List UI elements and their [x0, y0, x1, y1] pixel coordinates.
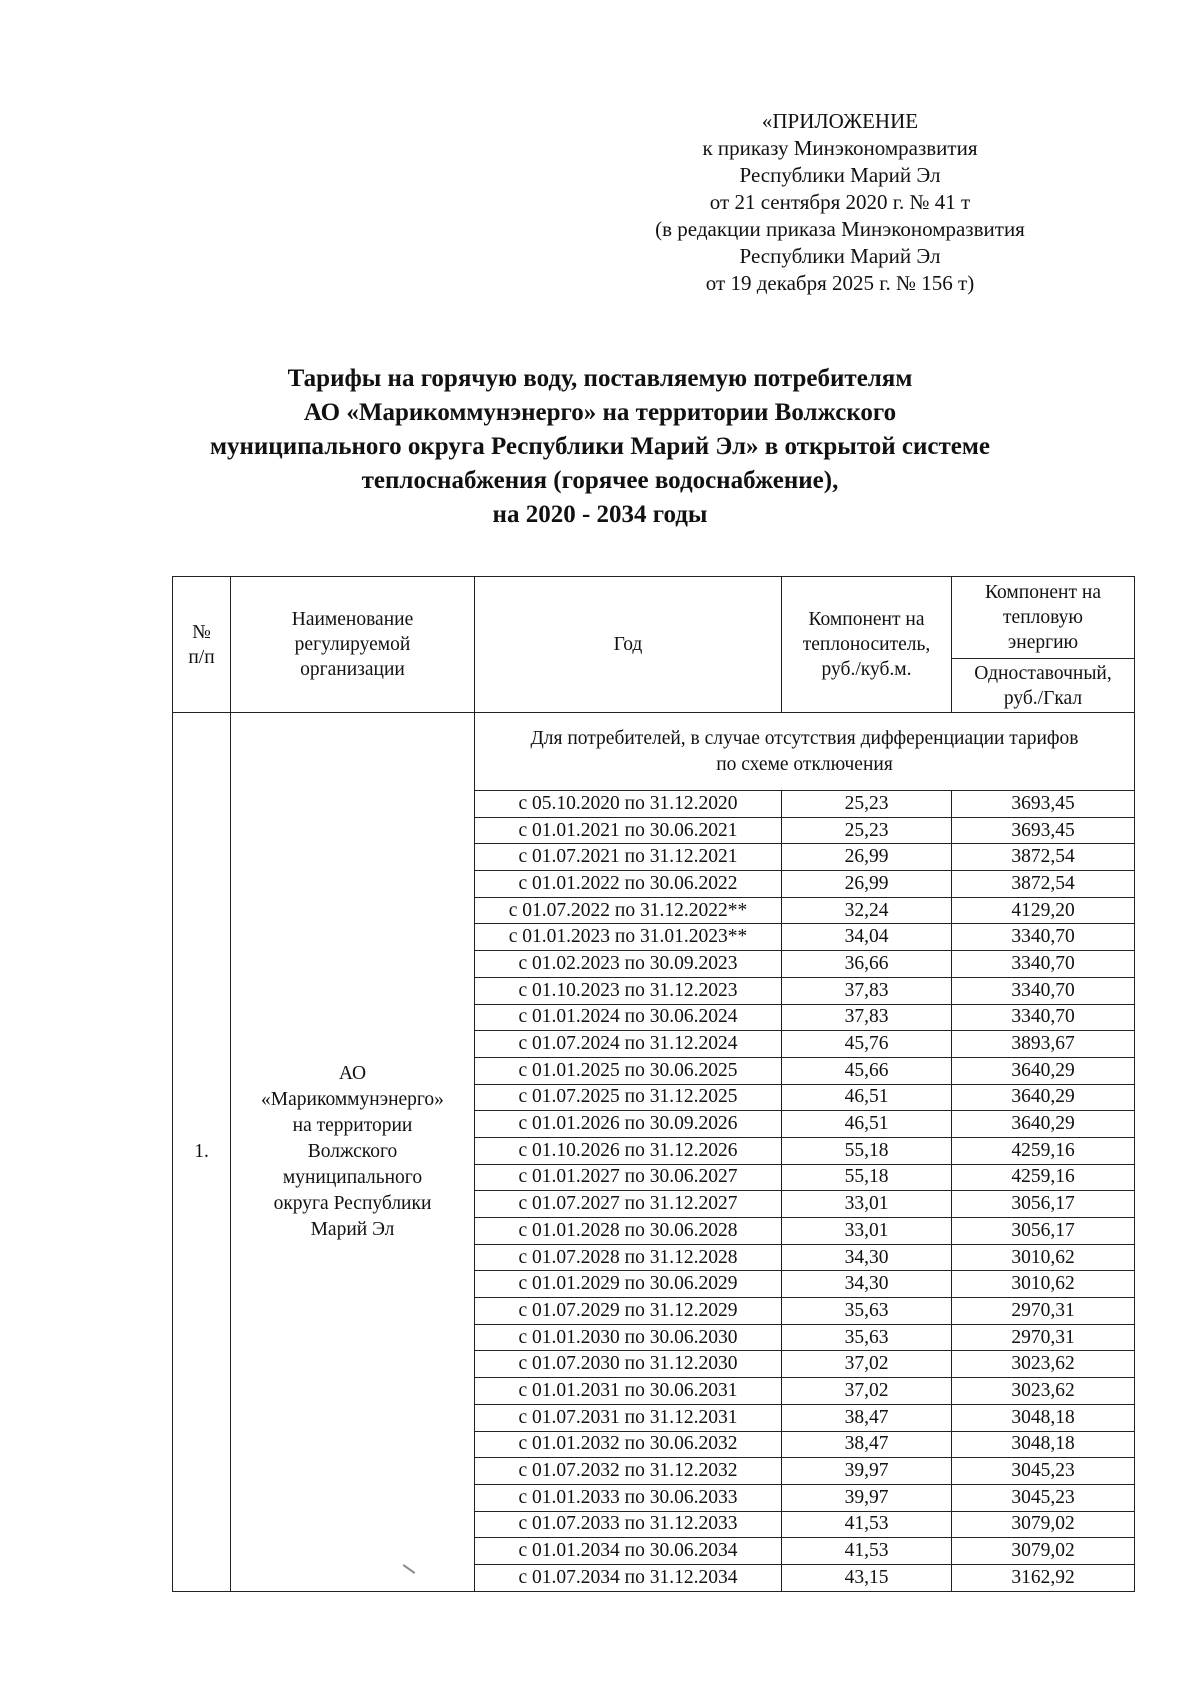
cell-carrier: 45,76 — [782, 1031, 952, 1058]
organization-line: округа Республики — [273, 1192, 432, 1214]
cell-period: с 01.07.2032 по 31.12.2032 — [475, 1458, 782, 1485]
header-carrier — [782, 577, 952, 713]
cell-carrier: 43,15 — [782, 1564, 952, 1591]
cell-carrier: 46,51 — [782, 1084, 952, 1111]
cell-energy: 3079,02 — [952, 1538, 1135, 1565]
title-line: теплоснабжения (горячее водоснабжение), — [361, 467, 839, 494]
cell-carrier: 35,63 — [782, 1298, 952, 1325]
cell-period: с 01.01.2028 по 30.06.2028 — [475, 1218, 782, 1245]
cell-energy: 3340,70 — [952, 924, 1135, 951]
cell-carrier: 41,53 — [782, 1538, 952, 1565]
cell-carrier: 39,97 — [782, 1458, 952, 1485]
appendix-line: к приказу Минэкономразвития — [702, 136, 978, 160]
cell-carrier: 45,66 — [782, 1057, 952, 1084]
cell-carrier: 38,47 — [782, 1404, 952, 1431]
cell-energy: 3045,23 — [952, 1484, 1135, 1511]
header-text: Наименование — [291, 609, 414, 630]
cell-energy: 3045,23 — [952, 1458, 1135, 1485]
note-line: Для потребителей, в случае отсутствия дифференциации тарифов — [530, 727, 1079, 749]
header-text: руб./куб.м. — [821, 659, 912, 680]
cell-energy: 3023,62 — [952, 1351, 1135, 1378]
appendix-line: «ПРИЛОЖЕНИЕ — [761, 109, 919, 133]
cell-energy: 3010,62 — [952, 1244, 1135, 1271]
cell-period: с 01.01.2030 по 30.06.2030 — [475, 1324, 782, 1351]
organization-line: Волжского — [307, 1140, 398, 1162]
cell-carrier: 41,53 — [782, 1511, 952, 1538]
cell-period: с 01.10.2023 по 31.12.2023 — [475, 977, 782, 1004]
cell-carrier: 33,01 — [782, 1191, 952, 1218]
cell-carrier: 34,30 — [782, 1244, 952, 1271]
cell-energy: 4259,16 — [952, 1137, 1135, 1164]
cell-period: с 01.01.2023 по 31.01.2023** — [475, 924, 782, 951]
tariff-table — [172, 576, 1135, 1592]
cell-period: с 01.07.2024 по 31.12.2024 — [475, 1031, 782, 1058]
row-number: 1. — [173, 713, 231, 1592]
cell-period: с 01.01.2032 по 30.06.2032 — [475, 1431, 782, 1458]
cell-energy: 3872,54 — [952, 871, 1135, 898]
consumer-note — [475, 713, 1135, 791]
cell-period: с 01.01.2029 по 30.06.2029 — [475, 1271, 782, 1298]
header-text: № — [192, 621, 211, 643]
cell-period: с 01.07.2028 по 31.12.2028 — [475, 1244, 782, 1271]
cell-period: с 01.01.2031 по 30.06.2031 — [475, 1378, 782, 1405]
cell-carrier: 55,18 — [782, 1137, 952, 1164]
cell-carrier: 25,23 — [782, 791, 952, 818]
cell-period: с 01.10.2026 по 31.12.2026 — [475, 1137, 782, 1164]
cell-period: с 01.07.2022 по 31.12.2022** — [475, 897, 782, 924]
cell-energy: 2970,31 — [952, 1324, 1135, 1351]
organization-line: муниципального — [282, 1166, 423, 1188]
header-text: Компонент на — [985, 582, 1101, 603]
cell-period: с 01.07.2025 по 31.12.2025 — [475, 1084, 782, 1111]
cell-carrier: 37,02 — [782, 1378, 952, 1405]
cell-energy: 3056,17 — [952, 1191, 1135, 1218]
title-line: на 2020 - 2034 годы — [492, 501, 708, 528]
cell-energy: 3872,54 — [952, 844, 1135, 871]
cell-energy: 3340,70 — [952, 977, 1135, 1004]
header-text: тепловую — [1003, 607, 1083, 628]
cell-period: с 01.07.2029 по 31.12.2029 — [475, 1298, 782, 1325]
header-energy — [952, 577, 1135, 659]
header-energy-single-rate — [952, 659, 1135, 713]
cell-energy: 3162,92 — [952, 1564, 1135, 1591]
cell-carrier: 34,04 — [782, 924, 952, 951]
title-line: Тарифы на горячую воду, поставляемую потребителям — [287, 365, 913, 392]
cell-period: с 01.01.2034 по 30.06.2034 — [475, 1538, 782, 1565]
cell-period: с 01.07.2033 по 31.12.2033 — [475, 1511, 782, 1538]
appendix-line: от 19 декабря 2025 г. № 156 т) — [705, 271, 975, 295]
appendix-line: от 21 сентября 2020 г. № 41 т — [709, 190, 971, 214]
cell-carrier: 38,47 — [782, 1431, 952, 1458]
appendix-header — [600, 108, 1080, 297]
cell-period: с 01.07.2031 по 31.12.2031 — [475, 1404, 782, 1431]
title-line: АО «Марикоммунэнерго» на территории Волжского — [303, 399, 897, 426]
cell-period: с 01.01.2033 по 30.06.2033 — [475, 1484, 782, 1511]
cell-energy: 3893,67 — [952, 1031, 1135, 1058]
cell-energy: 3640,29 — [952, 1111, 1135, 1138]
appendix-line: (в редакции приказа Минэкономразвития — [655, 217, 1025, 241]
cell-period: с 01.01.2024 по 30.06.2024 — [475, 1004, 782, 1031]
cell-energy: 3010,62 — [952, 1271, 1135, 1298]
cell-energy: 2970,31 — [952, 1298, 1135, 1325]
header-text: руб./Гкал — [1003, 687, 1083, 709]
header-row — [173, 577, 1135, 659]
header-year: Год — [475, 577, 782, 713]
organization-line: на территории — [292, 1114, 413, 1136]
cell-period: с 01.07.2034 по 31.12.2034 — [475, 1564, 782, 1591]
header-text: п/п — [188, 646, 215, 668]
cell-carrier: 35,63 — [782, 1324, 952, 1351]
header-text: организации — [300, 659, 405, 680]
cell-energy: 3640,29 — [952, 1057, 1135, 1084]
cell-period: с 01.07.2027 по 31.12.2027 — [475, 1191, 782, 1218]
cell-energy: 3340,70 — [952, 1004, 1135, 1031]
cell-energy: 3640,29 — [952, 1084, 1135, 1111]
organization-line: Марий Эл — [310, 1218, 395, 1240]
organization-line: АО — [338, 1062, 367, 1084]
header-text: регулируемой — [294, 634, 411, 655]
cell-period: с 01.01.2021 по 30.06.2021 — [475, 817, 782, 844]
cell-energy: 3693,45 — [952, 791, 1135, 818]
cell-energy: 4259,16 — [952, 1164, 1135, 1191]
cell-carrier: 46,51 — [782, 1111, 952, 1138]
cell-energy: 3693,45 — [952, 817, 1135, 844]
cell-carrier: 37,02 — [782, 1351, 952, 1378]
note-line: по схеме отключения — [716, 753, 893, 775]
organization-name — [231, 713, 475, 1592]
cell-carrier: 37,83 — [782, 1004, 952, 1031]
header-text: теплоноситель, — [802, 634, 931, 655]
header-text: энергию — [1007, 632, 1079, 653]
appendix-line: Республики Марий Эл — [739, 244, 941, 268]
cell-energy: 3048,18 — [952, 1431, 1135, 1458]
cell-period: с 01.01.2022 по 30.06.2022 — [475, 871, 782, 898]
header-text: Компонент на — [808, 609, 925, 630]
organization-line: «Марикоммунэнерго» — [261, 1088, 444, 1110]
cell-energy: 3056,17 — [952, 1218, 1135, 1245]
header-org — [231, 577, 475, 713]
cell-carrier: 25,23 — [782, 817, 952, 844]
cell-period: с 01.01.2025 по 30.06.2025 — [475, 1057, 782, 1084]
cell-energy: 3079,02 — [952, 1511, 1135, 1538]
appendix-line: Республики Марий Эл — [739, 163, 941, 187]
cell-period: с 01.07.2030 по 31.12.2030 — [475, 1351, 782, 1378]
note-row — [173, 713, 1135, 791]
cell-carrier: 26,99 — [782, 844, 952, 871]
header-text: Одноставочный, — [974, 662, 1112, 684]
cell-period: с 01.07.2021 по 31.12.2021 — [475, 844, 782, 871]
cell-energy: 4129,20 — [952, 897, 1135, 924]
cell-carrier: 36,66 — [782, 951, 952, 978]
cell-carrier: 55,18 — [782, 1164, 952, 1191]
cell-carrier: 33,01 — [782, 1218, 952, 1245]
cell-period: с 01.02.2023 по 30.09.2023 — [475, 951, 782, 978]
cell-period: с 01.01.2026 по 30.09.2026 — [475, 1111, 782, 1138]
cell-energy: 3023,62 — [952, 1378, 1135, 1405]
cell-energy: 3340,70 — [952, 951, 1135, 978]
cell-carrier: 34,30 — [782, 1271, 952, 1298]
cell-carrier: 32,24 — [782, 897, 952, 924]
cell-energy: 3048,18 — [952, 1404, 1135, 1431]
cell-carrier: 26,99 — [782, 871, 952, 898]
cell-period: с 05.10.2020 по 31.12.2020 — [475, 791, 782, 818]
cell-carrier: 39,97 — [782, 1484, 952, 1511]
header-num — [173, 577, 231, 713]
cell-period: с 01.01.2027 по 30.06.2027 — [475, 1164, 782, 1191]
document-title — [150, 362, 1050, 532]
cell-carrier: 37,83 — [782, 977, 952, 1004]
title-line: муниципального округа Республики Марий Эл» в открытой системе — [209, 433, 991, 460]
